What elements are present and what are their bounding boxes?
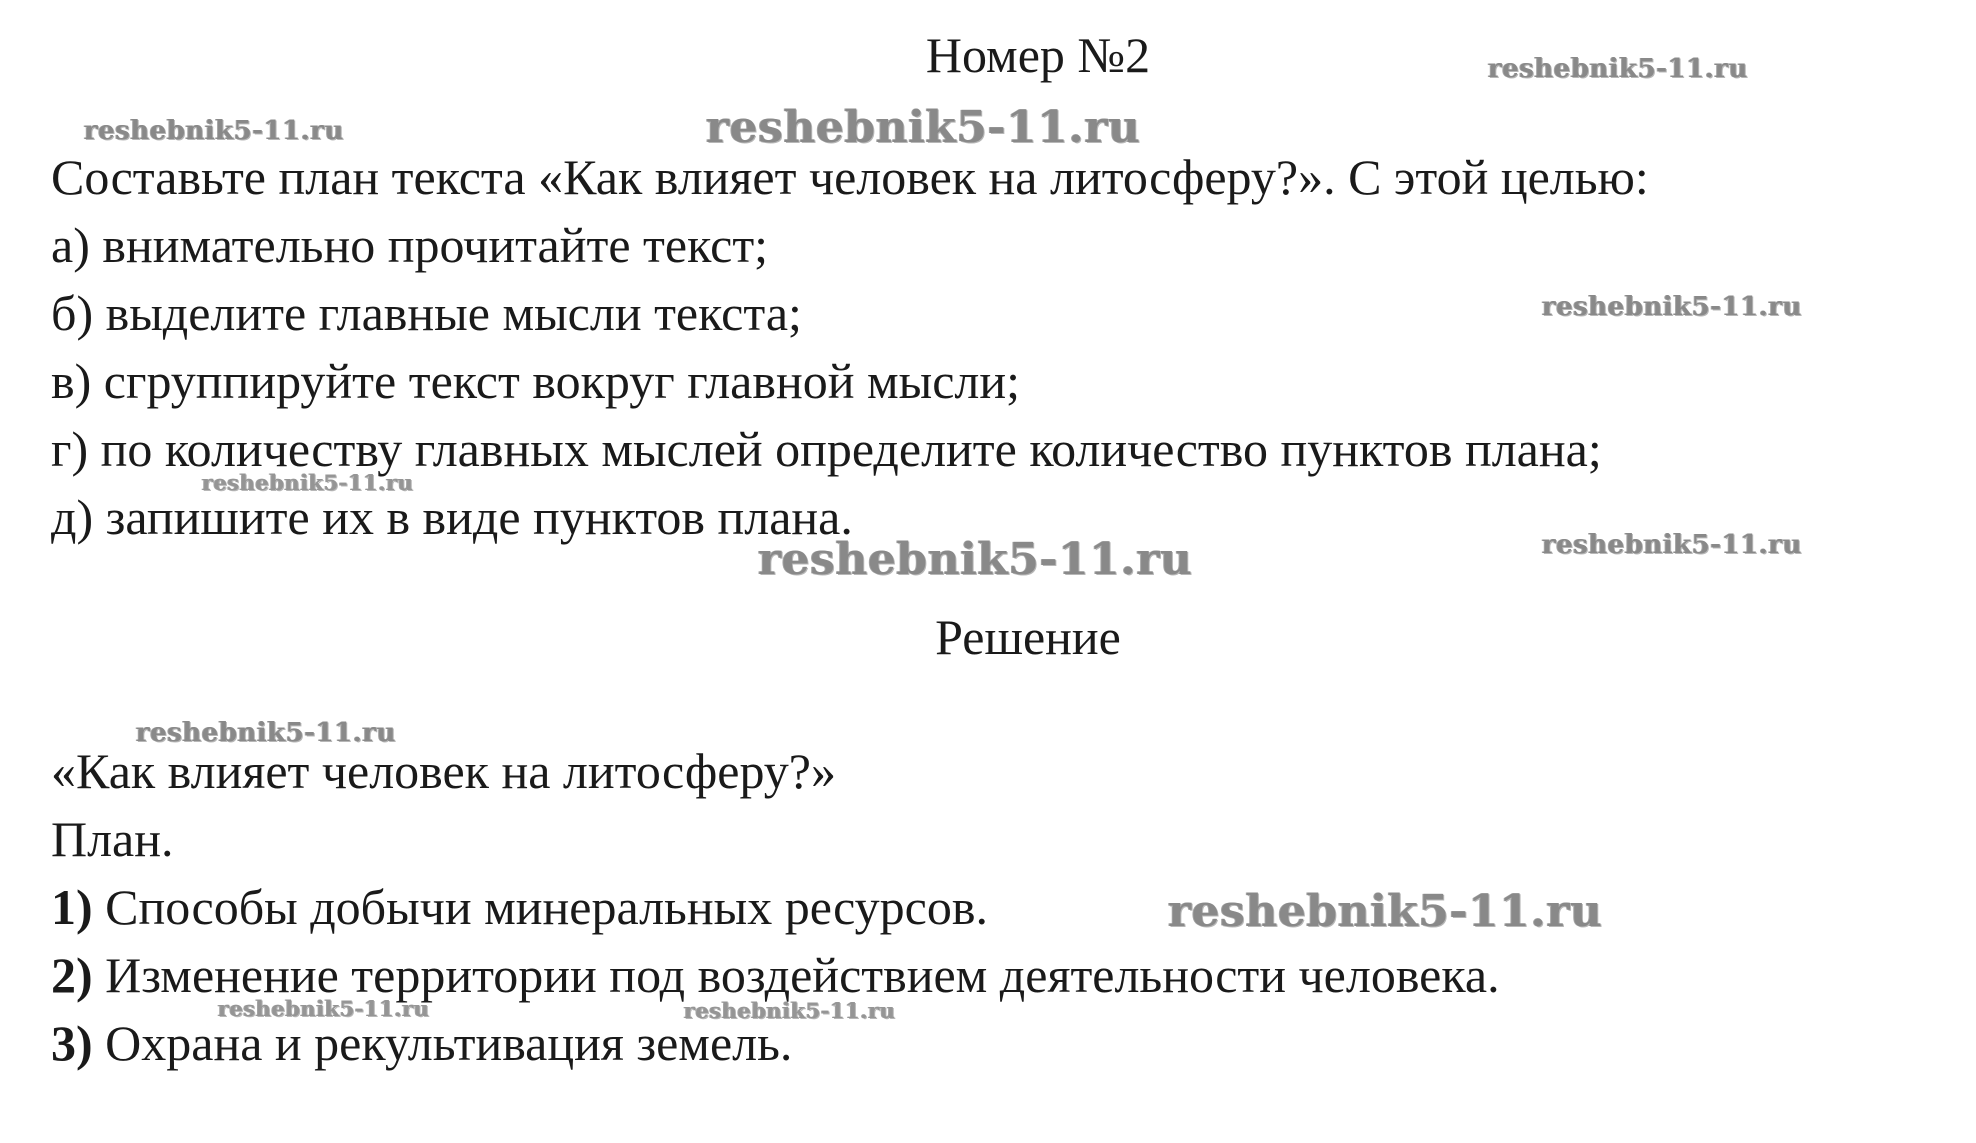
plan-item-number: 3) — [51, 1015, 93, 1071]
plan-item-3 — [51, 1015, 793, 1071]
watermark: reshebnik5-11.ru — [136, 718, 397, 748]
solution-text-title: «Как влияет человек на литосферу?» — [51, 743, 836, 799]
watermark: reshebnik5-11.ru — [1542, 292, 1803, 322]
watermark: reshebnik5-11.ru — [202, 470, 414, 495]
watermark: reshebnik5-11.ru — [684, 998, 896, 1023]
plan-item-1 — [51, 879, 988, 935]
plan-label: План. — [51, 811, 174, 867]
solution-heading: Решение — [935, 609, 1121, 665]
task-step-v: в) сгруппируйте текст вокруг главной мысли; — [51, 353, 1021, 409]
plan-item-text: Изменение территории под воздействием деятельности человека. — [105, 947, 1500, 1003]
watermark: reshebnik5-11.ru — [758, 534, 1193, 585]
page-title: Номер №2 — [925, 27, 1151, 83]
plan-item-2 — [51, 947, 1500, 1003]
plan-item-number: 2) — [51, 947, 93, 1003]
watermark: reshebnik5-11.ru — [1488, 54, 1749, 84]
task-intro: Составьте план текста «Как влияет человек на литосферу?». С этой целью: — [51, 149, 1649, 205]
watermark: reshebnik5-11.ru — [84, 116, 345, 146]
plan-item-text: Способы добычи минеральных ресурсов. — [105, 879, 988, 935]
task-step-d: д) запишите их в виде пунктов плана. — [51, 489, 853, 545]
task-step-a: а) внимательно прочитайте текст; — [51, 217, 769, 273]
watermark: reshebnik5-11.ru — [1542, 530, 1803, 560]
watermark: reshebnik5-11.ru — [1168, 886, 1603, 937]
plan-item-text: Охрана и рекультивация земель. — [105, 1015, 793, 1071]
plan-item-number: 1) — [51, 879, 93, 935]
task-step-g: г) по количеству главных мыслей определите количество пунктов плана; — [51, 421, 1602, 477]
watermark: reshebnik5-11.ru — [706, 102, 1141, 153]
task-step-b: б) выделите главные мысли текста; — [51, 285, 802, 341]
watermark: reshebnik5-11.ru — [218, 996, 430, 1021]
